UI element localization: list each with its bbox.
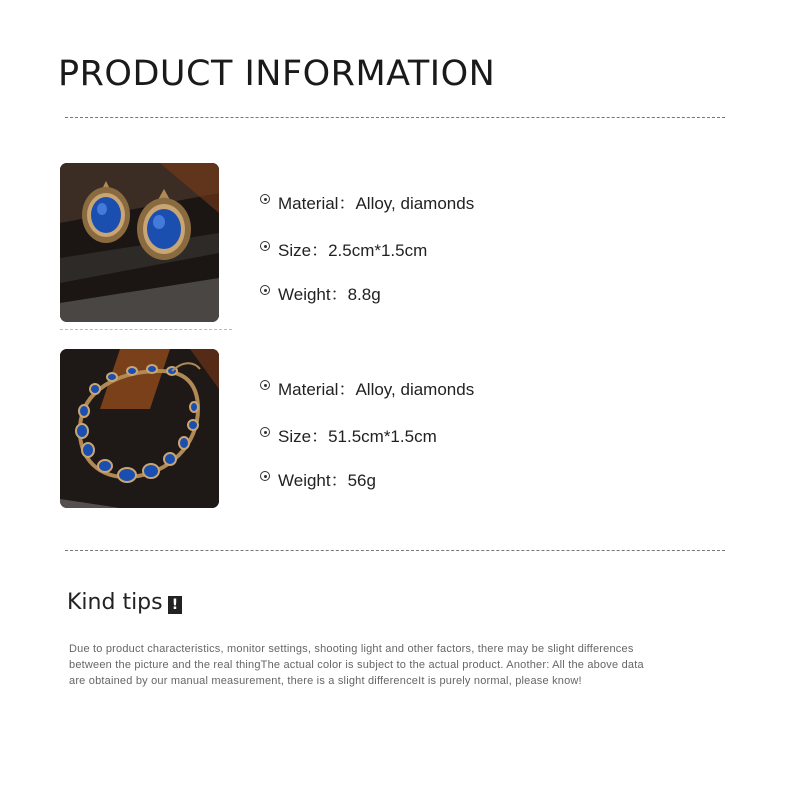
- kind-tips-text: Due to product characteristics, monitor settings, shooting light and other factors, there may be slight differences between the picture and the real thingThe actual color is subject to the actual product. Another: All the above data are obtained by our manual measurement, there is a slight differenceIt is purely normal, please know!: [69, 643, 644, 687]
- product-earrings: [60, 163, 740, 323]
- divider-bottom: [65, 550, 725, 551]
- spec-weight-text: Weight：56g: [278, 471, 376, 490]
- earrings-photo: [60, 163, 219, 322]
- necklace-photo: [60, 349, 219, 508]
- bullet-icon: [260, 285, 270, 295]
- spec-weight-text: Weight：8.8g: [278, 285, 381, 304]
- spec-size-text: Size：2.5cm*1.5cm: [278, 241, 428, 260]
- divider-products: [60, 329, 232, 330]
- bullet-icon: [260, 380, 270, 390]
- exclamation-icon: !: [168, 596, 182, 614]
- page-title: PRODUCT INFORMATION: [58, 54, 496, 94]
- bullet-icon: [260, 427, 270, 437]
- kind-tips-heading: Kind tips: [67, 590, 163, 615]
- spec-size-text: Size：51.5cm*1.5cm: [278, 427, 437, 446]
- spec-material-text: Material：Alloy, diamonds: [278, 194, 475, 213]
- bullet-icon: [260, 471, 270, 481]
- bullet-icon: [260, 241, 270, 251]
- bullet-icon: [260, 194, 270, 204]
- product-necklace: [60, 349, 740, 509]
- divider-top: [65, 117, 725, 118]
- spec-material-text: Material：Alloy, diamonds: [278, 380, 475, 399]
